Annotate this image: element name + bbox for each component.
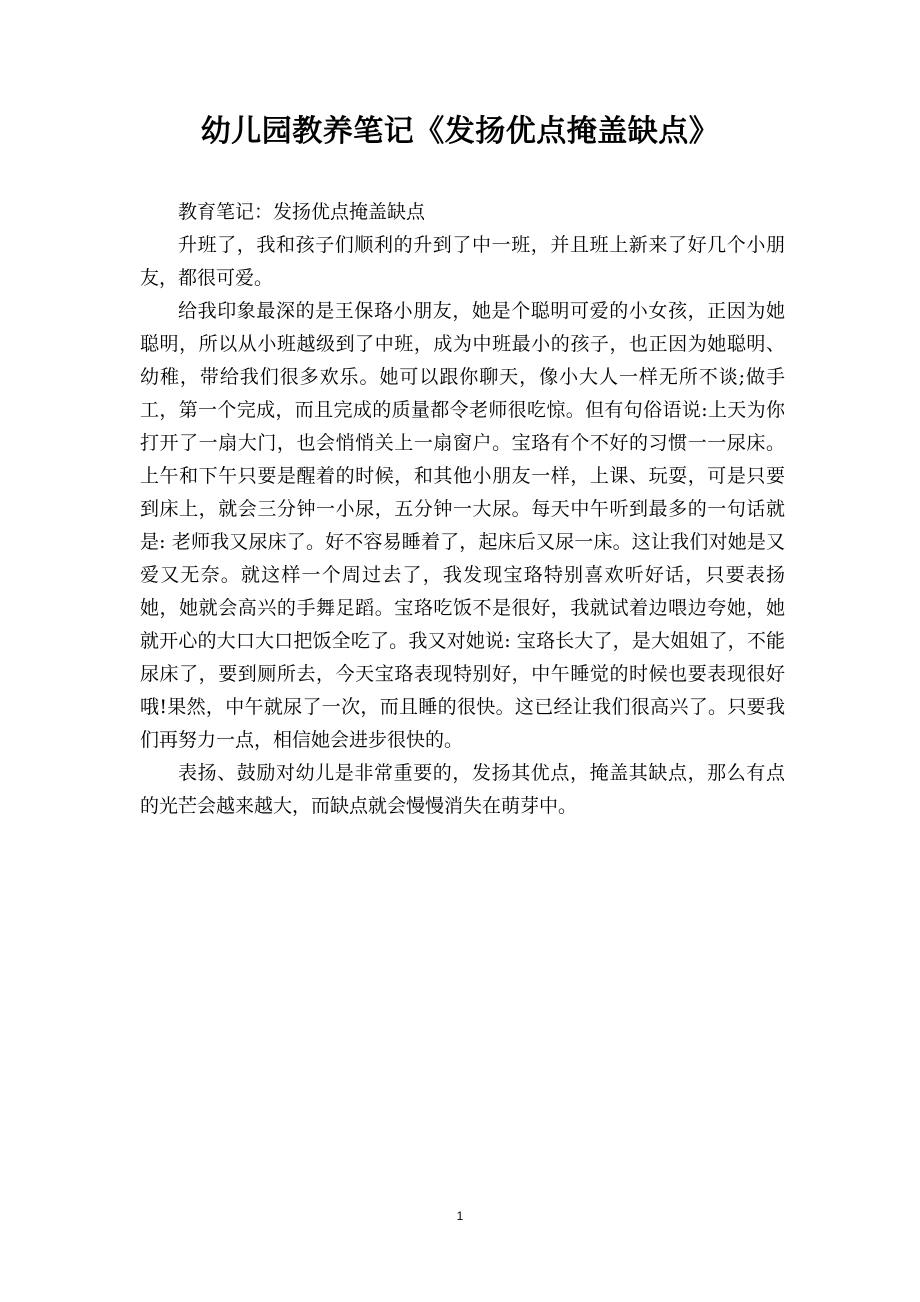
document-body	[140, 196, 785, 823]
paragraph-intro: 升班了，我和孩子们顺利的升到了中一班，并且班上新来了好几个小朋友，都很可爱。	[140, 234, 785, 289]
page-number: 1	[456, 1209, 464, 1223]
document-title: 幼儿园教养笔记《发扬优点掩盖缺点》	[200, 114, 720, 149]
paragraph-subtitle: 教育笔记：发扬优点掩盖缺点	[178, 201, 426, 223]
paragraph-conclusion: 表扬、鼓励对幼儿是非常重要的，发扬其优点，掩盖其缺点，那么有点的光芒会越来越大，而缺点就会慢慢消失在萌芽中。	[140, 762, 785, 817]
paragraph-story: 给我印象最深的是王保珞小朋友，她是个聪明可爱的小女孩，正因为她聪明，所以从小班越级到了中班，成为中班最小的孩子，也正因为她聪明、幼稚，带给我们很多欢乐。她可以跟你聊天，像小大人一样无所不谈;做手工，第一个完成，而且完成的质量都令老师很吃惊。但有句俗语说:上天为你打开了一扇大门，也会悄悄关上一扇窗户。宝珞有个不好的习惯一一尿床。上午和下午只要是醒着的时候，和其他小朋友一样，上课、玩耍，可是只要到床上，就会三分钟一小尿，五分钟一大尿。每天中午听到最多的一句话就是: 老师我又尿床了。好不容易睡着了，起床后又尿一床。这让我们对她是又爱又无奈。就这样一个周过去了，我发现宝珞特别喜欢听好话，只要表扬她，她就会高兴的手舞足蹈。宝珞吃饭不是很好，我就试着边喂边夸她，她就开心的大口大口把饭全吃了。我又对她说: 宝珞长大了，是大姐姐了，不能尿床了，要到厕所去，今天宝珞表现特别好，中午睡觉的时候也要表现很好哦!果然，中午就尿了一次，而且睡的很快。这已经让我们很高兴了。只要我们再努力一点，相信她会进步很快的。	[140, 300, 785, 751]
